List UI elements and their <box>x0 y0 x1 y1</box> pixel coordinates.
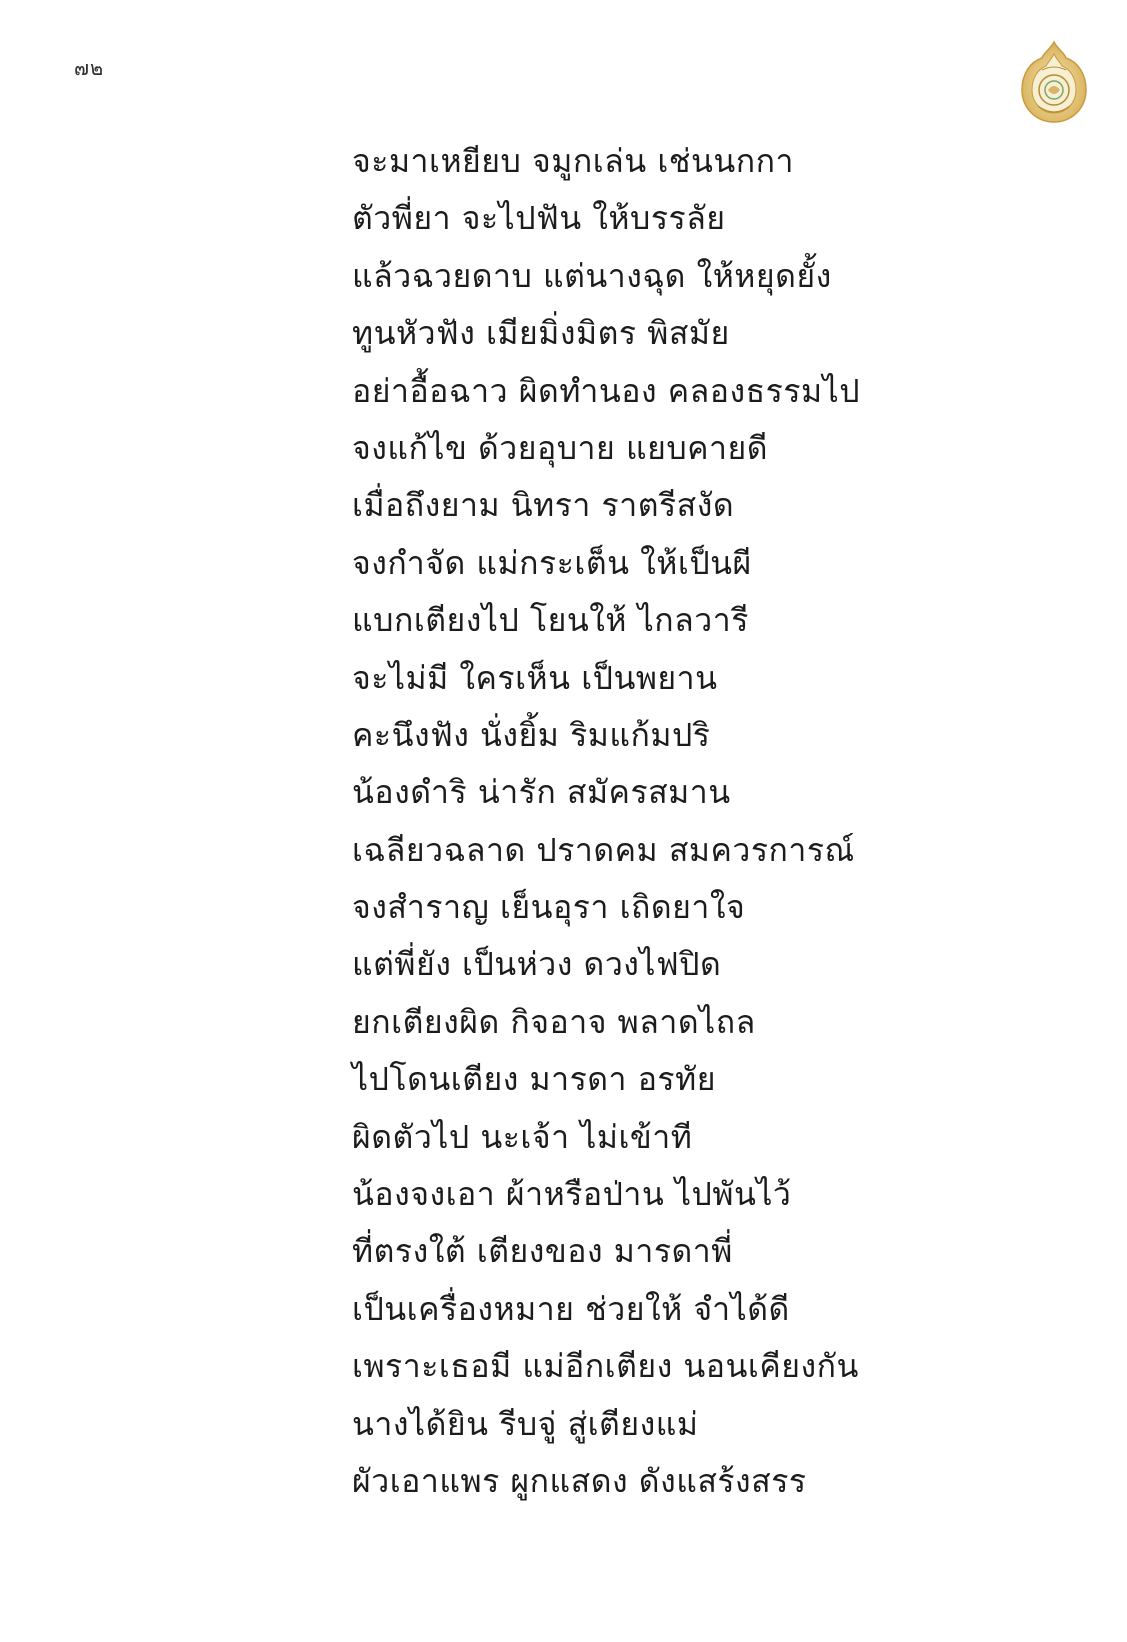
poem-line: เมื่อถึงยาม นิทรา ราตรีสงัด <box>352 486 735 525</box>
poem-line: จะไม่มี ใครเห็น เป็นพยาน <box>352 658 718 697</box>
poem-line: ผัวเอาแพร ผูกแสดง ดังแสร้งสรร <box>352 1461 807 1500</box>
poem-line: ที่ตรงใต้ เตียงของ มารดาพี่ <box>352 1232 733 1271</box>
poem-line: จงสำราญ เย็นอุรา เถิดยาใจ <box>352 888 746 927</box>
poem-line: เพราะเธอมี แม่อีกเตียง นอนเคียงกัน <box>352 1347 859 1386</box>
poem-line: ตัวพี่ยา จะไปฟัน ให้บรรลัย <box>352 199 726 238</box>
poem-line: อย่าอื้อฉาว ผิดทำนอง คลองธรรมไป <box>352 371 861 410</box>
poem-line: แล้วฉวยดาบ แต่นางฉุด ให้หยุดยั้ง <box>352 256 832 295</box>
poem-line: คะนึงฟัง นั่งยิ้ม ริมแก้มปริ <box>352 715 711 754</box>
poem-line: ไปโดนเตียง มารดา อรทัย <box>352 1060 716 1099</box>
poem-line: ทูนหัวฟัง เมียมิ่งมิตร พิสมัย <box>352 314 730 353</box>
poem-line: น้องดำริ น่ารัก สมัครสมาน <box>352 773 731 812</box>
poem-line: เฉลียวฉลาด ปราดคม สมควรการณ์ <box>352 830 855 869</box>
poem-line: ผิดตัวไป นะเจ้า ไม่เข้าที <box>352 1117 693 1156</box>
poem-line: จงกำจัด แม่กระเต็น ให้เป็นผี <box>352 543 752 582</box>
poem-line: น้องจงเอา ผ้าหรือป่าน ไปพันไว้ <box>352 1175 792 1214</box>
poem-line: ยกเตียงผิด กิจอาจ พลาดไถล <box>352 1002 756 1041</box>
poem-line: แบกเตียงไป โยนให้ ไกลวารี <box>352 601 749 640</box>
poem-verse <box>352 133 1072 1510</box>
royal-crest-emblem-icon <box>1018 40 1090 124</box>
poem-line: แต่พี่ยัง เป็นห่วง ดวงไฟปิด <box>352 945 722 984</box>
poem-line: นางได้ยิน รีบจู่ สู่เตียงแม่ <box>352 1404 699 1443</box>
poem-line: เป็นเครื่องหมาย ช่วยให้ จำได้ดี <box>352 1289 790 1328</box>
poem-line: จงแก้ไข ด้วยอุบาย แยบคายดี <box>352 428 769 467</box>
poem-line: จะมาเหยียบ จมูกเล่น เช่นนกกา <box>352 142 794 180</box>
page-number: ๗๒ <box>74 56 105 80</box>
